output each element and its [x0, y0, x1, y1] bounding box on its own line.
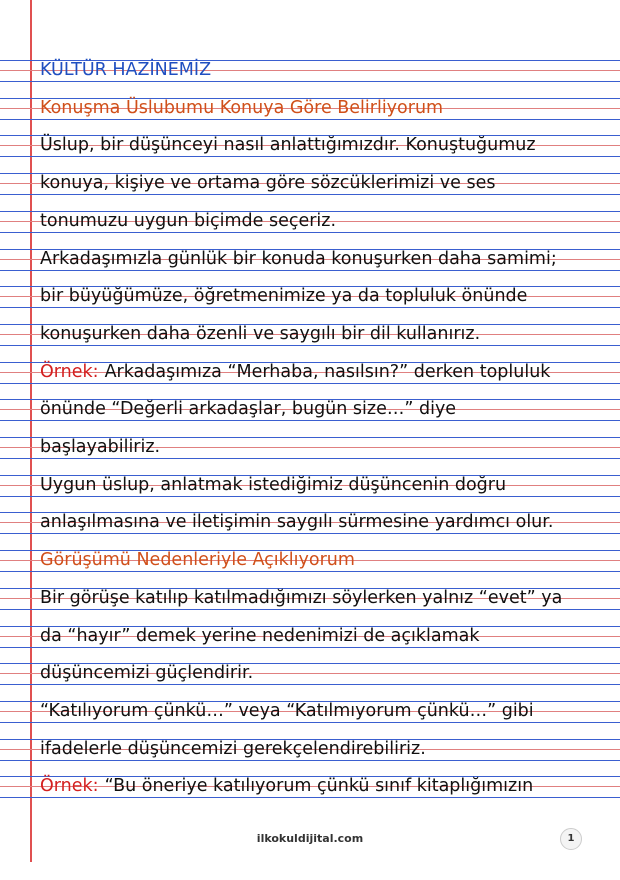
example-line	[40, 362, 600, 382]
text-line: Arkadaşımızla günlük bir konuda konuşurken daha samimi;	[40, 248, 557, 269]
page-title: KÜLTÜR HAZİNEMİZ	[40, 60, 212, 80]
example-text: “Bu öneriye katılıyorum çünkü sınıf kitaplığımızın	[104, 776, 534, 797]
example-text: Arkadaşımıza “Merhaba, nasılsın?” derken topluluk	[104, 361, 551, 382]
text-line: başlayabiliriz.	[40, 437, 161, 457]
text-line: Bir görüşe katılıp katılmadığımızı söylerken yalnız “evet” ya	[40, 587, 563, 608]
text-line: konuya, kişiye ve ortama göre sözcüklerimizi ve ses	[40, 173, 496, 194]
text-line: Uygun üslup, anlatmak istediğimiz düşüncenin doğru	[40, 474, 507, 495]
text-line: Üslup, bir düşünceyi nasıl anlattığımızdır. Konuştuğumuz	[40, 135, 536, 156]
text-line: anlaşılmasına ve iletişimin saygılı sürmesine yardımcı olur.	[40, 512, 554, 533]
example-label: Örnek:	[40, 361, 99, 382]
text-line: düşüncemizi güçlendirir.	[40, 663, 254, 684]
example-label: Örnek:	[40, 776, 99, 797]
text-line: ifadelerle düşüncemizi gerekçelendirebiliriz.	[40, 738, 426, 759]
footer-site: ilkokuldijital.com	[256, 832, 364, 845]
text-line: “Katılıyorum çünkü…” veya “Katılmıyorum çünkü…” gibi	[40, 700, 534, 721]
text-line: bir büyüğümüze, öğretmenimize ya da topluluk önünde	[40, 286, 528, 307]
page-number: 1	[560, 828, 582, 850]
text-line: önünde “Değerli arkadaşlar, bugün size…” diye	[40, 399, 457, 420]
margin-line	[30, 0, 32, 862]
text-line: konuşurken daha özenli ve saygılı bir dil kullanırız.	[40, 323, 481, 344]
text-line: tonumuzu uygun biçimde seçeriz.	[40, 210, 337, 231]
text-line: da “hayır” demek yerine nedenimizi de açıklamak	[40, 625, 480, 646]
section-heading: Görüşümü Nedenleriyle Açıklıyorum	[40, 550, 355, 571]
section-heading: Konuşma Üslubumu Konuya Göre Belirliyorum	[40, 97, 444, 118]
example-line	[40, 776, 600, 796]
